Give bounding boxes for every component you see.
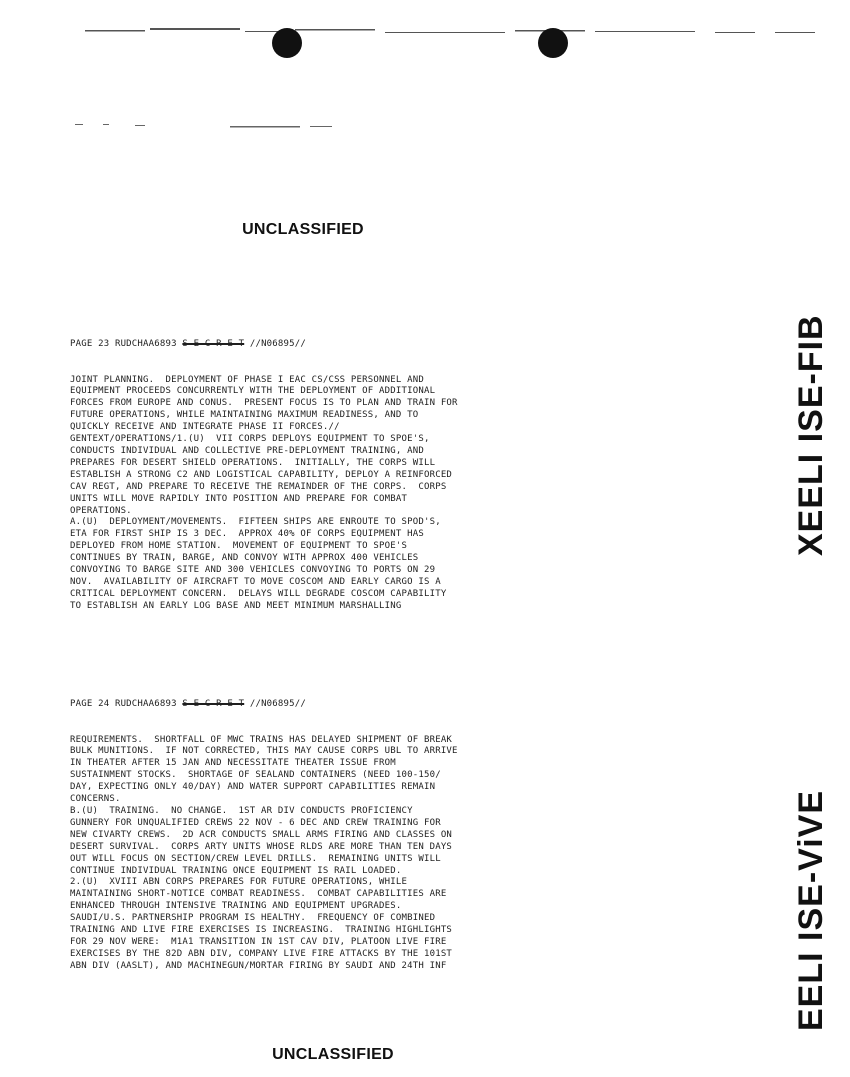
text-line: DESERT SURVIVAL. CORPS ARTY UNITS WHOSE RLDS ARE MORE THAN TEN DAYS <box>70 841 453 852</box>
text-line: OPERATIONS. <box>70 505 132 516</box>
page-header-text: PAGE 24 RUDCHAA6893 <box>70 698 177 709</box>
text-line: QUICKLY RECEIVE AND INTEGRATE PHASE II FORCES.// <box>70 422 340 433</box>
punch-hole-right <box>538 28 568 58</box>
text-line: CONTINUES BY TRAIN, BARGE, AND CONVOY WITH APPROX 400 VEHICLES <box>70 553 419 564</box>
text-line: CRITICAL DEPLOYMENT CONCERN. DELAYS WILL DEGRADE COSCOM CAPABILITY <box>70 588 447 599</box>
text-line: CONVOYING TO BARGE SITE AND 300 VEHICLES CONVOYING TO PORTS ON 29 <box>70 565 436 576</box>
text-line: UNITS WILL MOVE RAPIDLY INTO POSITION AND PREPARE FOR COMBAT <box>70 493 408 504</box>
page-24-header <box>70 699 640 711</box>
page-header-text: //N06895// <box>249 338 307 349</box>
text-line: A.(U) DEPLOYMENT/MOVEMENTS. FIFTEEN SHIPS ARE ENROUTE TO SPOD'S, <box>70 517 441 528</box>
text-line: FOR 29 NOV WERE: M1A1 TRANSITION IN 1ST CAV DIV, PLATOON LIVE FIRE <box>70 936 447 947</box>
text-line: IN THEATER AFTER 15 JAN AND NECESSITATE THEATER ISSUE FROM <box>70 758 396 769</box>
text-line: ABN DIV (AASLT), AND MACHINEGUN/MORTAR FIRING BY SAUDI AND 24TH INF <box>70 960 447 971</box>
redacted-marking: S E C R E T <box>182 698 245 709</box>
text-line: ETA FOR FIRST SHIP IS 3 DEC. APPROX 40% OF CORPS EQUIPMENT HAS <box>70 529 424 540</box>
page-23-block <box>70 315 640 625</box>
text-line: B.(U) TRAINING. NO CHANGE. 1ST AR DIV CONDUCTS PROFICIENCY <box>70 805 413 816</box>
text-line: TO ESTABLISH AN EARLY LOG BASE AND MEET MINIMUM MARSHALLING <box>70 600 402 611</box>
punch-hole-left <box>272 28 302 58</box>
page-23-lines <box>70 375 640 613</box>
text-line: CONDUCTS INDIVIDUAL AND COLLECTIVE PRE-DEPLOYMENT TRAINING, AND <box>70 445 424 456</box>
side-stamp-upper: XEELI ISE-FIB <box>792 314 830 556</box>
text-line: CONTINUE INDIVIDUAL TRAINING ONCE EQUIPMENT IS RAIL LOADED. <box>70 865 402 876</box>
text-line: MAINTAINING SHORT-NOTICE COMBAT READINESS. COMBAT CAPABILITIES ARE <box>70 889 447 900</box>
scan-speckle-band <box>85 20 825 44</box>
text-line: BULK MUNITIONS. IF NOT CORRECTED, THIS MAY CAUSE CORPS UBL TO ARRIVE <box>70 746 458 757</box>
text-line: REQUIREMENTS. SHORTFALL OF MWC TRAINS HAS DELAYED SHIPMENT OF BREAK <box>70 734 453 745</box>
classification-bottom: UNCLASSIFIED <box>272 1046 394 1063</box>
scan-marks <box>75 112 375 132</box>
text-line: CONCERNS. <box>70 794 121 805</box>
text-line: JOINT PLANNING. DEPLOYMENT OF PHASE I EAC CS/CSS PERSONNEL AND <box>70 374 424 385</box>
text-line: CAV REGT, AND PREPARE TO RECEIVE THE REMAINDER OF THE CORPS. CORPS <box>70 481 447 492</box>
text-line: SUSTAINMENT STOCKS. SHORTAGE OF SEALAND CONTAINERS (NEED 100-150/ <box>70 770 441 781</box>
text-line: EQUIPMENT PROCEEDS CONCURRENTLY WITH THE DEPLOYMENT OF ADDITIONAL <box>70 386 436 397</box>
text-line: ESTABLISH A STRONG C2 AND LOGISTICAL CAPABILITY, DEPLOY A REINFORCED <box>70 469 453 480</box>
text-line: DAY, EXPECTING ONLY 40/DAY) AND WATER SUPPORT CAPABILITIES REMAIN <box>70 782 436 793</box>
text-line: NOV. AVAILABILITY OF AIRCRAFT TO MOVE COSCOM AND EARLY CARGO IS A <box>70 576 441 587</box>
classification-top: UNCLASSIFIED <box>242 221 364 238</box>
text-line: OUT WILL FOCUS ON SECTION/CREW LEVEL DRILLS. REMAINING UNITS WILL <box>70 853 441 864</box>
text-line: TRAINING AND LIVE FIRE EXERCISES IS INCREASING. TRAINING HIGHLIGHTS <box>70 925 453 936</box>
page-24-block <box>70 675 640 985</box>
text-line: FORCES FROM EUROPE AND CONUS. PRESENT FOCUS IS TO PLAN AND TRAIN FOR <box>70 398 458 409</box>
text-line: FUTURE OPERATIONS, WHILE MAINTAINING MAXIMUM READINESS, AND TO <box>70 410 419 421</box>
page-header-text: //N06895// <box>249 698 307 709</box>
text-line: NEW CIVARTY CREWS. 2D ACR CONDUCTS SMALL ARMS FIRING AND CLASSES ON <box>70 829 453 840</box>
text-line: 2.(U) XVIII ABN CORPS PREPARES FOR FUTURE OPERATIONS, WHILE <box>70 877 408 888</box>
page-header-text: PAGE 23 RUDCHAA6893 <box>70 338 177 349</box>
text-line: GUNNERY FOR UNQUALIFIED CREWS 22 NOV - 6 DEC AND CREW TRAINING FOR <box>70 817 441 828</box>
text-line: DEPLOYED FROM HOME STATION. MOVEMENT OF EQUIPMENT TO SPOE'S <box>70 541 408 552</box>
text-line: EXERCISES BY THE 82D ABN DIV, COMPANY LIVE FIRE ATTACKS BY THE 101ST <box>70 948 453 959</box>
text-line: GENTEXT/OPERATIONS/1.(U) VII CORPS DEPLOYS EQUIPMENT TO SPOE'S, <box>70 434 430 445</box>
page-24-lines <box>70 735 640 973</box>
redacted-marking: S E C R E T <box>182 338 245 349</box>
text-line: SAUDI/U.S. PARTNERSHIP PROGRAM IS HEALTHY. FREQUENCY OF COMBINED <box>70 913 436 924</box>
side-stamp-lower: EELI ISE-ViVE <box>792 789 830 1031</box>
page-23-header <box>70 339 640 351</box>
text-line: PREPARES FOR DESERT SHIELD OPERATIONS. INITIALLY, THE CORPS WILL <box>70 457 436 468</box>
text-line: ENHANCED THROUGH INTENSIVE TRAINING AND EQUIPMENT UPGRADES. <box>70 901 402 912</box>
